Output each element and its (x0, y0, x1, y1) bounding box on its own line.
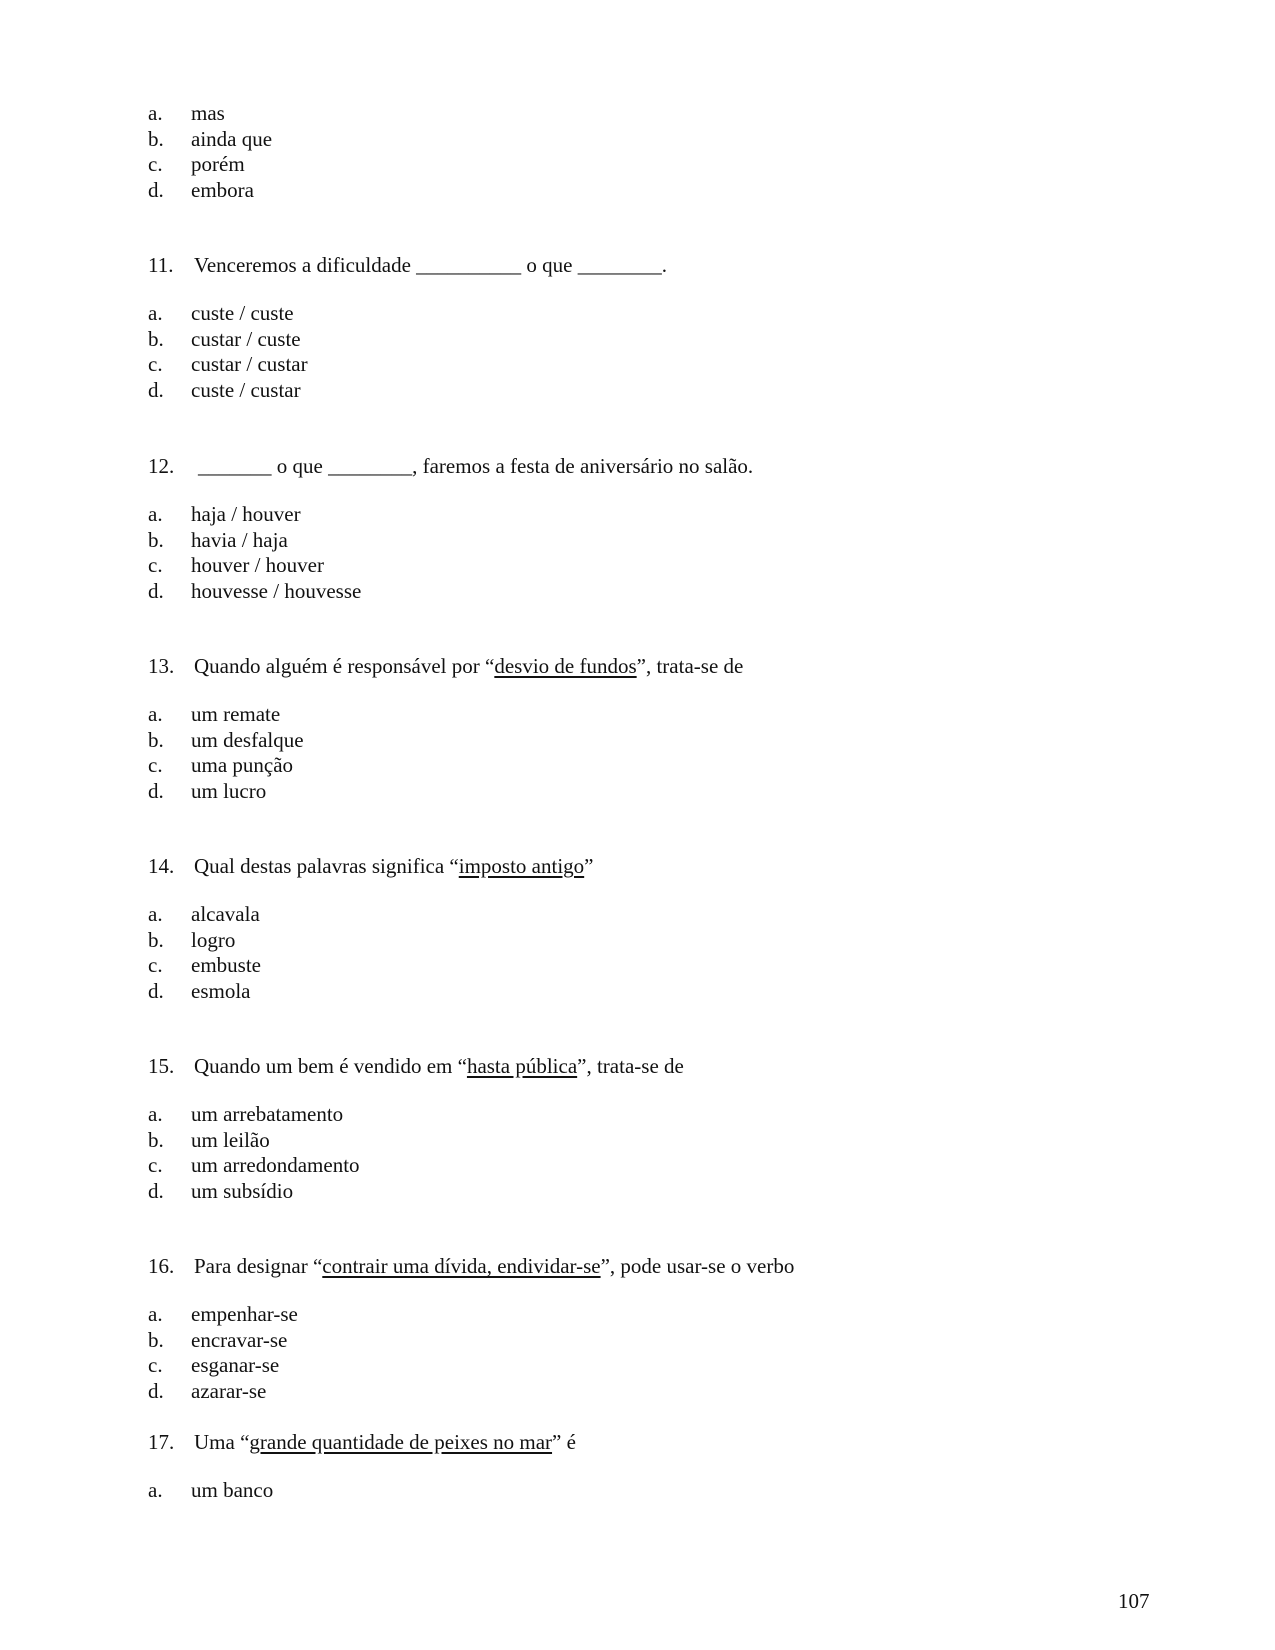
question-text: 12. _______ o que ________, faremos a festa de aniversário no salão. (148, 454, 754, 478)
question-text: 13. Quando alguém é responsável por “desvio de fundos”, trata-se de (148, 654, 744, 678)
option-a: a. empenhar-se (148, 1302, 298, 1326)
underlined-term: desvio de fundos (494, 654, 637, 678)
option-b: b. um leilão (148, 1127, 270, 1152)
option-a: a. um remate (148, 702, 281, 726)
option-a: a. alcavala (148, 902, 260, 926)
option-b: b. custar / custe (148, 326, 301, 351)
question-text: 14. Qual destas palavras significa “imposto antigo” (148, 854, 594, 878)
option-d: d. embora (148, 177, 254, 202)
question-16 (148, 1253, 794, 1279)
option-c: c. porém (148, 152, 245, 176)
option-a: a. um banco (148, 1478, 274, 1502)
underlined-term: hasta pública (466, 1054, 578, 1078)
page-number: 107 (1118, 1589, 1150, 1613)
option-d: d. custe / custar (148, 377, 301, 402)
option-b: b. logro (148, 927, 236, 952)
q10-options (148, 101, 272, 203)
option-a: a. um arrebatamento (148, 1102, 344, 1126)
option-b: b. ainda que (148, 126, 273, 151)
option-d: d. esmola (148, 978, 251, 1003)
question-12-options (148, 502, 361, 604)
option-d: d. um subsídio (148, 1178, 294, 1203)
option-d: d. houvesse / houvesse (148, 578, 362, 603)
underlined-term: grande quantidade de peixes no mar (249, 1430, 553, 1454)
underlined-term: imposto antigo (458, 854, 585, 878)
option-b: b. um desfalque (148, 727, 304, 752)
question-13-options (148, 702, 304, 804)
question-14-options (148, 902, 261, 1004)
option-b: b. encravar-se (148, 1327, 288, 1352)
option-c: c. embuste (148, 953, 261, 977)
question-17 (148, 1429, 576, 1455)
option-c: c. uma punção (148, 753, 294, 777)
question-text: 16. Para designar “contrair uma dívida, endividar-se”, pode usar-se o verbo (148, 1254, 795, 1278)
question-17-options (148, 1478, 273, 1504)
question-15-options (148, 1102, 360, 1204)
option-b: b. havia / haja (148, 527, 288, 552)
option-c: c. custar / custar (148, 352, 308, 376)
option-c: c. um arredondamento (148, 1153, 360, 1177)
question-11-options (148, 301, 308, 403)
option-a: a. custe / custe (148, 301, 294, 325)
underlined-term: contrair uma dívida, endividar-se (322, 1254, 601, 1278)
option-c: c. houver / houver (148, 553, 324, 577)
question-text: 17. Uma “grande quantidade de peixes no mar” é (148, 1430, 576, 1454)
question-12 (148, 453, 753, 479)
option-d: d. azarar-se (148, 1378, 267, 1403)
option-c: c. esganar-se (148, 1353, 280, 1377)
question-13 (148, 653, 743, 679)
question-text: 15. Quando um bem é vendido em “hasta pública”, trata-se de (148, 1054, 684, 1078)
option-a: a. mas (148, 101, 225, 125)
question-16-options (148, 1302, 298, 1404)
question-text: 11. Venceremos a dificuldade __________ o que ________. (148, 253, 667, 277)
question-14 (148, 853, 594, 879)
question-15 (148, 1053, 684, 1079)
question-11 (148, 252, 667, 278)
option-d: d. um lucro (148, 778, 267, 803)
option-a: a. haja / houver (148, 502, 301, 526)
